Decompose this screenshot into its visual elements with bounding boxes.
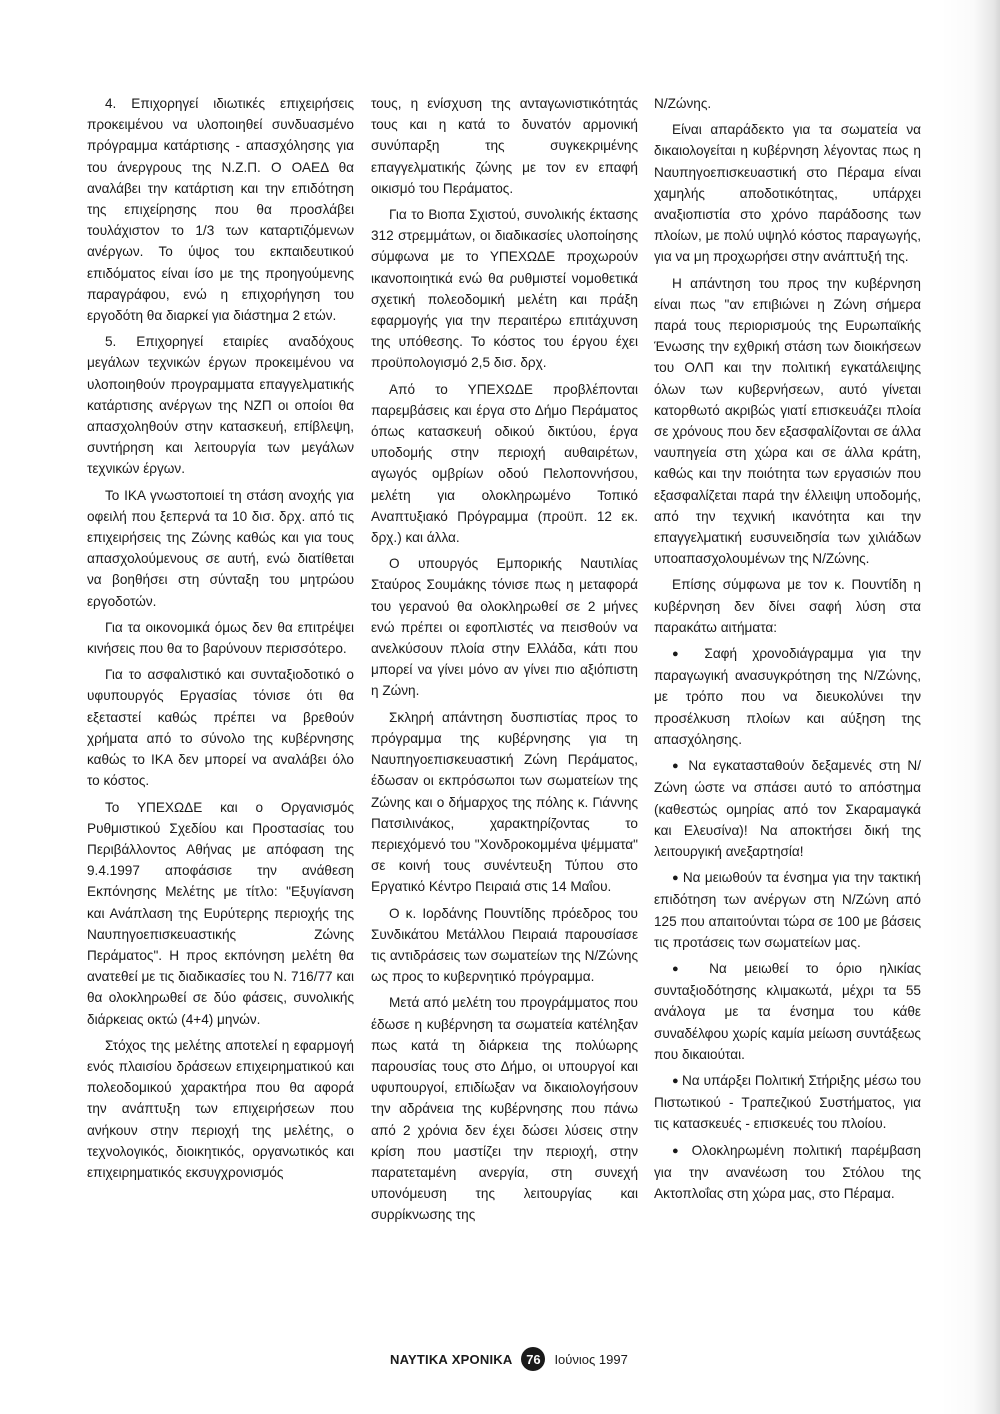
bullet-item: ● Να μειωθούν τα ένσημα για την τακτική επιδότηση των ανέργων στη Ν/Ζώνη από 125 που απαιτούνται τώρα σε 100 με βάσεις τις προτάσεις των σωματείων μας.: [654, 867, 921, 953]
page-number-badge: 76: [521, 1347, 545, 1371]
paragraph: Από το ΥΠΕΧΩΔΕ προβλέπονται παρεμβάσεις και έργα στο Δήμο Περάματος όπως κατασκευή οδικού δικτύου, έργα υποδομής στην περιοχή αυθαιρέτων, αγωγός ομβρίων οδού Πελοποννήσου, μελέτη για ολοκληρωμένο Τοπικό Αναπτυξιακό Πρόγραμμα (προϋπ. 12 εκ. δρχ.) και άλλα.: [371, 381, 638, 546]
bullet-item: ● Ολοκληρωμένη πολιτική παρέμβαση για την ανανέωση του Στόλου της Ακτοπλοΐας στη χώρα μας, στο Πέραμα.: [654, 1140, 921, 1205]
bullet-item: ● Σαφή χρονοδιάγραμμα για την παραγωγική ανασυγκρότηση της Ν/Ζώνης, με τρόπο που να διευκολύνει την προσέλκυση πλοίων και αύξηση της απασχόλησης.: [654, 643, 921, 750]
paragraph: Το ΥΠΕΧΩΔΕ και ο Οργανισμός Ρυθμιστικού Σχεδίου και Προστασίας του Περιβάλλοντος Αθήνας με απόφαση της 9.4.1997 αποφάσισε την ανάθεση Εκπόνησης Μελέτης με τίτλο: "Εξυγίανση και Ανάπλαση της Ευρύτερης περιοχής της Ναυπηγοεπισκευαστικής Ζώνης Περάματος". Η προς εκπόνηση μελέτη θα ανατεθεί με τις διαδικασίες του Ν. 716/77 και θα ολοκληρωθεί σε δύο φάσεις, συνολικής διάρκειας οκτώ (4+4) μηνών.: [87, 799, 354, 1027]
paragraph: Είναι απαράδεκτο για τα σωματεία να δικαιολογείται η κυβέρνηση λέγοντας πως η Ναυπηγοεπισκευαστική στο Πέραμα είναι χαμηλής αποδοτικότητας, υπάρχει αναξιοπιστία στο χρόνο παράδοσης των πλοίων, με πολύ υψηλό κόστος παραγωγής, για να μη προχωρήσει στην ανάπτυξή της.: [654, 122, 921, 265]
paragraph: Το ΙΚΑ γνωστοποιεί τη στάση ανοχής για οφειλή που ξεπερνά τα 10 δισ. δρχ. από τις επιχειρήσεις της Ζώνης καθώς και για τους απασχολούμενους σε αυτή, ενώ διατίθεται να βοηθήσει στη σύνταξη του μητρώου εργοδοτών.: [87, 487, 354, 609]
paragraph: Για το ασφαλιστικό και συνταξιοδοτικό ο υφυπουργός Εργασίας τόνισε ότι θα εξεταστεί καθώς πρέπει να βρεθούν χρήματα από το σύνολο της κυβέρνησης καθώς το ΙΚΑ δεν μπορεί να αναλάβει όλο το κόστος.: [87, 667, 354, 789]
paragraph: Ο κ. Ιορδάνης Πουντίδης πρόεδρος του Συνδικάτου Μετάλλου Πειραιά παρουσίασε τις αντιδράσεις των σωματείων της Ν/Ζώνης ως προς το κυβερνητικό πρόγραμμα.: [371, 905, 638, 985]
bullet-item: ● Να εγκατασταθούν δεξαμενές στη Ν/Ζώνη ώστε να σπάσει αυτό το απόστημα (καθεστώς ομηρίας από τον Σκαραμαγκά και Ελευσίνα)! Να αποκτήσει δική της λειτουργική ανεξαρτησία!: [654, 755, 921, 862]
paragraph: 5. Επιχορηγεί εταιρίες αναδόχους μεγάλων τεχνικών έργων προκειμένου να υλοποιηθούν προγραμματα επαγγελματικής κατάρτισης ανέργων της ΝΖΠ οι οποίοι θα απασχοληθούν στην κατασκευή, επίβλεψη, συντήρηση και λειτουργία των μεγάλων τεχνικών έργων.: [87, 334, 354, 477]
text-column-2: [371, 93, 638, 1321]
paragraph: Η απάντηση του προς την κυβέρνηση είναι πως "αν επιβιώνει η Ζώνη σήμερα παρά τους περιορισμούς της Ευρωπαϊκής Ένωσης την εχθρική στάση των διοικήσεων του ΟΛΠ και την πολιτική εγκατάλειψης όλων των κυβερνήσεων, αυτό γίνεται κατορθωτό ακριβώς γιατί επισκευάζει πλοία σε χρόνους που δεν εξασφαλίζονται σε άλλα ναυπηγεία στη χώρα και σε άλλα κράτη, καθώς και την ποιότητα των εργασιών που εξασφαλίζεται παρά την έλλειψη υποδομής, από την τεχνική ικανότητα και την επαγγελματική ευσυνειδησία των χιλιάδων υποαπασχολουμένων της Ν/Ζώνης.: [654, 275, 921, 567]
paragraph: Σκληρή απάντηση δυσπιστίας προς το πρόγραμμα της κυβέρνησης για τη Ναυπηγοεπισκευαστική Ζώνη Περάματος, έδωσαν οι εκπρόσωποι των σωματείων της Ζώνης και ο δήμαρχος της πόλης κ. Γιάννης Πατσιλινάκος, χαρακτηρίζοντας το περιεχόμενό του "Χονδροκομμένα ψέμματα" σε κοινή τους συνέντευξη Τύπου στο Εργατικό Κέντρο Πειραιά στις 14 Μαΐου.: [371, 709, 638, 895]
paragraph: Στόχος της μελέτης αποτελεί η εφαρμογή ενός πλαισίου δράσεων επιχειρηματικού και πολεοδομικού χαρακτήρα που θα αφορά την ανάπτυξη των επιχειρήσεων που ανήκουν στην περιοχή της μελέτης, ο τεχνολογικός, διοικητικός, οργανωτικός και επιχειρηματικός εκσυγχρονισμός: [87, 1037, 354, 1180]
page-edge-shadow: [940, 0, 1000, 1414]
paragraph: Για το Βιοπα Σχιστού, συνολικής έκτασης 312 στρεμμάτων, οι διαδικασίες υλοποίησης σύμφωνα με το ΥΠΕΧΩΔΕ προχωρούν ικανοποιητικά ενώ θα ρυθμιστεί νομοθετικά σχετική πολεοδομική μελέτη και πράξη εφαρμογής για την περαιτέρω επιτάχυνση της υπόθεσης. Το κόστος του έργου έχει προϋπολογισμό 2,5 δισ. δρχ.: [371, 207, 638, 371]
paragraph-continued: Ν/Ζώνης.: [654, 96, 712, 111]
paragraph: Ο υπουργός Εμπορικής Ναυτιλίας Σταύρος Σουμάκης τόνισε πως η μεταφορά του γερανού θα ολοκληρωθεί σε 2 μήνες ενώ πρέπει οι εφοπλιστές να πεισθούν να ανελκύσουν πλοία στην Ελλάδα, κάτι που μπορεί να γίνει μόνο αν γίνει πιο αξιόπιστη η Ζώνη.: [371, 556, 638, 699]
page-footer: [390, 1346, 628, 1372]
bullet-item: ● Να μειωθεί το όριο ηλικίας συνταξιοδότησης κλιμακωτά, μέχρι τα 55 ανάλογα με τα ένσημα του κάθε συναδέλφου χωρίς καμία μείωση συντάξεως που δικαιούται.: [654, 958, 921, 1065]
issue-date: Ιούνιος 1997: [554, 1351, 628, 1367]
paragraph: Για τα οικονομικά όμως δεν θα επιτρέψει κινήσεις που θα το βαρύνουν περισσότερο.: [87, 619, 354, 657]
text-column-1: [87, 93, 354, 1321]
paragraph-continued: τους, η ενίσχυση της ανταγωνιστικότητάς τους και η κατά το δυνατόν αρμονική συνύπαρξη της συγκεκριμένης επαγγελματικής ζώνης με τον εν επαφή οικισμό του Περάματος.: [371, 96, 638, 196]
paragraph: Επίσης σύμφωνα με τον κ. Πουντίδη η κυβέρνηση δεν δίνει σαφή λύση στα παρακάτω αιτήματα:: [654, 577, 921, 635]
paragraph: 4. Επιχορηγεί ιδιωτικές επιχειρήσεις προκειμένου να υλοποιηθεί συνδυασμένο πρόγραμμα κατάρτισης - απασχόλησης για του άνεργρους της Ν.Ζ.Π. Ο ΟΑΕΔ θα αναλάβει την κατάρτιση και την επιδότηση της επιχείρησης που θα προσλάβει τουλάχιστον το 1/3 των καταρτιζόμενων ανέργων. Το ύψος του εκπαιδευτικού επιδόματος είναι ίσο με της προηγούμενης παραγράφου, ενώ η επιχορήγηση του εργοδότη θα διαρκεί για διάστημα 2 ετών.: [87, 96, 354, 324]
paragraph: Μετά από μελέτη του προγράμματος που έδωσε η κυβέρνηση τα σωματεία κατέληξαν πως κατά τη διάρκεια της πολύωρης παρουσίας τους στο Δήμο, οι υπουργοί και υφυπουργοί, επιδίωξαν να δικαιολογήσουν την αδράνεια της κυβέρνησης που πάνω από 2 χρόνια δεν έχει δώσει λύσεις στην κρίση που μαστίζει την περιοχή, στην παρατεταμένη ανεργία, στη συνεχή υπονόμευση της λειτουργίας και συρρίκνωσης της: [371, 995, 638, 1223]
bullet-item: ● Να υπάρξει Πολιτική Στήριξης μέσω του Πιστωτικού - Τραπεζικού Συστήματος, για τις κατασκευές - επισκευές του πλοίου.: [654, 1070, 921, 1135]
text-column-3: [654, 93, 921, 1321]
magazine-title: ΝΑΥΤΙΚΑ ΧΡΟΝΙΚΑ: [390, 1351, 513, 1367]
